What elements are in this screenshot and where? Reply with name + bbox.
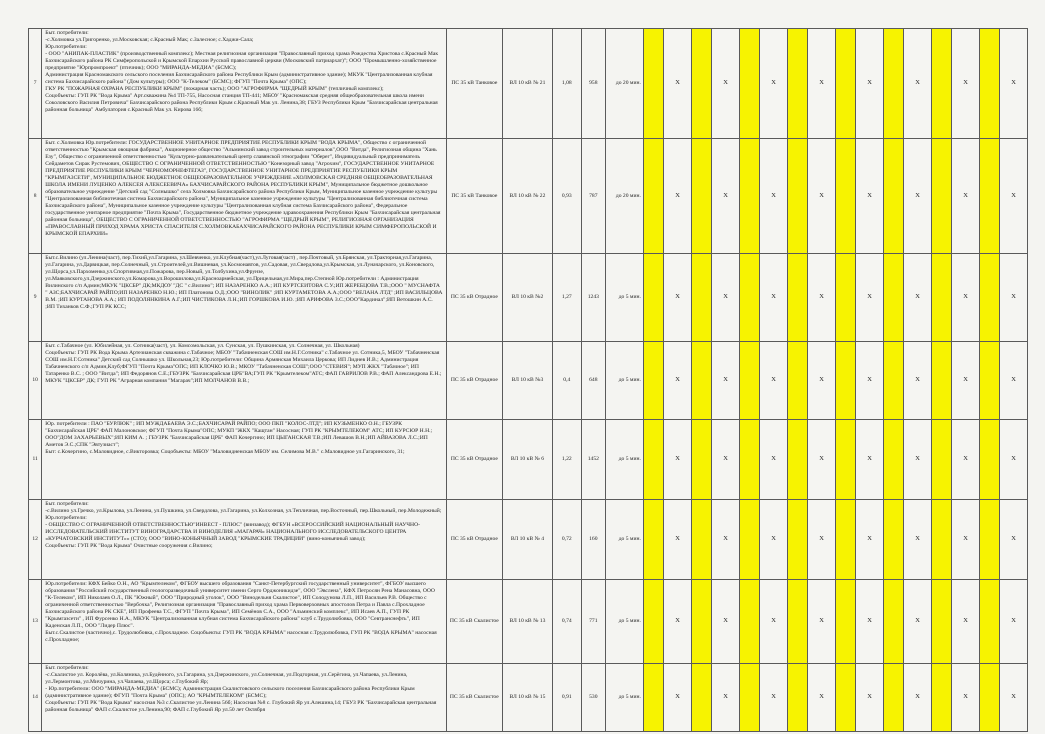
outage-schedule-table bbox=[28, 28, 1028, 732]
mark-cell: X bbox=[1000, 342, 1028, 420]
consumer-count: 648 bbox=[581, 342, 606, 420]
mark-cell: X bbox=[808, 500, 836, 580]
highlight-cell bbox=[979, 254, 999, 342]
table-row bbox=[29, 500, 1028, 580]
highlight-cell bbox=[739, 139, 759, 254]
table-row bbox=[29, 420, 1028, 500]
consumers-description bbox=[42, 254, 447, 342]
highlight-cell bbox=[979, 420, 999, 500]
highlight-cell bbox=[835, 139, 855, 254]
consumer-count: 530 bbox=[581, 664, 606, 732]
mark-cell: X bbox=[712, 420, 740, 500]
substation-name: ПС 35 кВ Танковое bbox=[446, 29, 502, 139]
highlight-cell bbox=[883, 500, 903, 580]
mark-cell: X bbox=[1000, 254, 1028, 342]
highlight-cell bbox=[739, 420, 759, 500]
restore-duration: до 20 мин. bbox=[606, 29, 644, 139]
highlight-cell bbox=[787, 139, 807, 254]
feeder-line: ВЛ 10 кВ № 4 bbox=[502, 500, 552, 580]
mark-cell: X bbox=[952, 580, 980, 664]
consumer-count: 787 bbox=[581, 139, 606, 254]
consumer-count: 958 bbox=[581, 29, 606, 139]
highlight-cell bbox=[979, 664, 999, 732]
highlight-cell bbox=[931, 254, 951, 342]
highlight-cell bbox=[739, 342, 759, 420]
highlight-cell bbox=[787, 29, 807, 139]
highlight-cell bbox=[691, 254, 711, 342]
row-number: 8 bbox=[29, 139, 42, 254]
highlight-cell bbox=[643, 254, 663, 342]
description-text: Быт. с.Табачное (ул. Юбилейная, ул. Сотника(част), ул. Комсомольская, ул. Сунская, ул. Пушкинская, ул. Солнечная, ул. Школьная) Соцобъекты: ГУП РК Вода Крыма Артезианская скважина с.Табачное; МБОУ "Табачненская СОШ им.Н.Г.Сотника" с.Табачное ул. Сотника,5, МБОУ "Табачненская СОШ им.Н.Г.Сотника" Детский сад Солнышко ул. Школьная,23; Юр.потребители: Община Армянская Михаила Церкова; ИП Лиднев И.В.; Администрация Табачненского с/п Админ,Клуб;ФГУП "Почта Крыма"ОПС; ИП КЛОЧКО Ю.В.; МКОУ "Табачненская СОШ";ООО "СТЕВИЯ"; МУП ЖКХ "Табачное"; ИП Татаренко В.С. ; ООО "Витда"; ИП Федорянов С.Е.;ГБУЗРК "Бахчисарайская ЦРБ"ВА;ГУП РК "Крымтелеком"АТС; ФАП ГАВРИЛОВ Р.В.; ФАП Александрова Е.Н.; МКУК "ЦКСБР" ДК; ГУП РК "Аграрная компания "Магарач";ИП МОЛЧАНОВ В.В.; bbox=[45, 343, 442, 384]
feeder-line: ВЛ 10 кВ № 15 bbox=[502, 664, 552, 732]
consumers-description bbox=[42, 139, 447, 254]
description-text: Быт. потребители: -с.Вилино ул.Гречко, ул.Крылова, ул.Ленина, ул.Пушкина, ул.Свердлова, ул.Гагарина, ул.Колхозная, ул.Тепличная, пер.Восточный, пер.Школьный, пер.Молодежный; Юр.потребители: - ОБЩЕСТВО С ОГРАНИЧЕННОЙ ОТВЕТСТВЕННОСТЬЮ"ИНВЕСТ - ПЛЮС" (винзавод); ФГБУН «ВСЕРОССИЙСКИЙ НАЦИОНАЛЬНЫЙ НАУЧНО-ИССЛЕДОВАТЕЛЬСКИЙ ИНСТИТУТ ВИНОГРАДАРСТВА И ВИНОДЕЛИЯ «МАГАРАЧ» НАЦИОНАЛЬНОГО ИССЛЕДОВАТЕЛЬСКОГО ЦЕНТРА «КУРЧАТОВСКИЙ ИНСТИТУТ»» (СТО); ООО "ВИНО-КОНЬЯЧНЫЙ ЗАВОД "КРЫМСКИЕ ТРАДИЦИИ" (вино-коньячный завод); Соцобъекты: ГУП РК "Вода Крыма" Очистные сооружения с.Вилино; bbox=[45, 501, 442, 549]
mark-cell: X bbox=[664, 664, 692, 732]
highlight-cell bbox=[979, 342, 999, 420]
mark-cell: X bbox=[712, 664, 740, 732]
load-value: 0,93 bbox=[552, 139, 581, 254]
description-text: Быт. с.Холмовка Юр.потребители: ГОСУДАРСТВЕННОЕ УНИТАРНОЕ ПРЕДПРИЯТИЕ РЕСПУБЛИКИ КРЫМ "ВОДА КРЫМА", Общество с ограниченной ответственностью "Крымская овощная фабрика", Акционерное общество "Альминский завод строительных материалов",ООО "Витда", Религиозная община "Хань Езу", Общество с ограниченной ответственностью "Культурно-развлекательный центр славянской этнографии "Оберег", Индивидуальный предприниматель Сейдаметов Сирак Рустемович, ОБЩЕСТВО С ОГРАНИЧЕННОЙ ОТВЕТСТВЕННОСТЬЮ "Конезорный завод "Агрохим", ГОСУДАРСТВЕННОЕ УНИТАРНОЕ ПРЕДПРИЯТИЕ РЕСПУБЛИКИ КРЫМ "ЧЕРНОМОРНЕФТЕГАЗ", ГОСУДАРСТВЕННОЕ УНИТАРНОЕ ПРЕДПРИЯТИЕ РЕСПУБЛИКИ КРЫМ "КРЫМГАЗСЕТИ", МУНИЦИПАЛЬНОЕ БЮДЖЕТНОЕ ОБЩЕОБРАЗОВАТЕЛЬНОЕ УЧРЕЖДЕНИЕ «ХОЛМОВСКАЯ СРЕДНЯЯ ОБЩЕОБРАЗОВАТЕЛЬНАЯ ШКОЛА ИМЕНИ ЛУЦЕНКО АЛЕКСЕЯ АЛЕКСЕЕВИЧА» БАХЧИСАРАЙСКОГО РАЙОНА РЕСПУБЛИКИ КРЫМ", Муниципальное бюджетное дошкольное образовательное учреждение "Детский сад "Солнышко" села Холмовка Бахчисарайского района Республики Крым, Муниципальное казенное учреждение культуры "Централизованная библиотечная система Бахчисарайского района", Муниципальное казенное учреждение культуры "Централизованная библиотечная система Бахчисарайского района", Муниципальное казенное учреждение культуры "Централизованная клубная система Бахчисарайского района", Федеральное государственное унитарное предприятие "Почта Крыма", Государственное бюджетное учреждение здравоохранения Республики Крым "Бахчисарайская центральная районная больница", ОБЩЕСТВО С ОГРАНИЧЕННОЙ ОТВЕТСТВЕННОСТЬЮ "АГРОФИРМА "ЩЕДРЫЙ КРЫМ", РЕЛИГИОЗНАЯ ОРГАНИЗАЦИЯ «ПРАВОСЛАВНЫЙ ПРИХОД ХРАМА ХРИСТА СПАСИТЕЛЯ С.ХОЛМОВКАБАХЧИСАРАЙСКОГО РАЙОНА РЕСПУБЛИКИ КРЫМ СИМФЕРОПОЛЬСКОЙ И КРЫМСКОЙ ЕПАРХИИ» bbox=[45, 140, 441, 237]
highlight-cell bbox=[691, 664, 711, 732]
mark-cell: X bbox=[856, 139, 884, 254]
mark-cell: X bbox=[808, 342, 836, 420]
mark-cell: X bbox=[952, 29, 980, 139]
mark-cell: X bbox=[664, 139, 692, 254]
highlight-cell bbox=[787, 664, 807, 732]
highlight-cell bbox=[883, 664, 903, 732]
mark-cell: X bbox=[808, 29, 836, 139]
highlight-cell bbox=[835, 664, 855, 732]
consumers-description bbox=[42, 29, 447, 139]
highlight-cell bbox=[883, 580, 903, 664]
row-number: 10 bbox=[29, 342, 42, 420]
highlight-cell bbox=[835, 29, 855, 139]
mark-cell: X bbox=[760, 580, 788, 664]
mark-cell: X bbox=[904, 420, 932, 500]
highlight-cell bbox=[739, 254, 759, 342]
description-text: Быт. потребители: -с.Холмовка ул.Григоренко, ул.Московская; с.Красный Мак; с.Залесное; с.Хаджи-Сала; Юр.потребители: - ООО "АНИПАК-ПЛАСТИК" (производственный комплекс); Местная религиозная организация "Православный приход храма Рождества Христова с.Красный Мак Бахчисарайского района РК Симферопольской и Крымской Епархии Русской православной церкви (Московский патриархат)"; ООО "Промышленно-хозяйственное предприятие "Юрпромпроект" (птичник); ООО "МИРАНДА-МЕДИА" (БСМС); Администрация Красномакского сельского поселения Бахчисарайского района Республики Крым (административное здание); МКУК "Централизованная клубная система Бахчисарайского района" (Дом культуры); ООО "К-Телеком" (БСМС); ФГУП "Почта Крыма" (ОПС); ГКУ РК "ПОЖАРНАЯ ОХРАНА РЕСПУБЛИКИ КРЫМ" (пожарная часть); ООО "АГРОФИРМА "ЩЕДРЫЙ КРЫМ" (тепличный комплекс); Соцобъекты: ГУП РК "Вода Крыма" Арт.скважина №4 ТП-755, Насосная станция ТП-441; МБОУ "Красномакская средняя общеобразовательная школа имени Соколовского Василия Петровича" Бахчисарайского района Республики Крым с.Красный Мак ул. Ленина,38; ГБУЗ Республики Крым "Бахчисарайская центральная районная больница" Амбулатория с.Красный Мак ул. Кирова 16б; bbox=[45, 30, 439, 113]
mark-cell: X bbox=[856, 342, 884, 420]
mark-cell: X bbox=[760, 139, 788, 254]
description-text: Юр. потребители : ПАО "БУРЛЮК" ; ИП МУЖДАБАЕВА Э.С.;БАХЧИСАРАЙ РАЙПО; ООО ПКП "КОЛОС-ЛТД"; ИП КУЗЬМЕНКО О.Н.; ГБУЗРК "Бахчисарайская ЦРБ" ФАП Малоновское; ФГУП "Почта Крыма"ОПС; МУКП "ЖКХ "Кащтан" Насосная; ГУП РК "КРЫМТЕЛЕКОМ" АТС; ИП КУРСЮР Н.Н.; ООО"ДОМ ЗАХАРЬЕВЫХ";ИП КИМ А. ; ГБУЗРК "Бахчисарайская ЦРБ" ФАП Кочергино; ИП ЦЫГАНСКАЯ Т.В.;ИП Левашов В.Н.;ИП АЙВАЗОВА Л.С.;ИП Аметов Э.С.;СПК "Эвтузиаст"; Быт: с.Кочергино, с.Маловидное, с.Викторовка; Соцобъекты: МБОУ "Маловидненская МБОУ им. Селимова М.В." с.Маловидное ул.Гагаринского, 31; bbox=[45, 421, 433, 455]
mark-cell: X bbox=[808, 139, 836, 254]
highlight-cell bbox=[739, 29, 759, 139]
load-value: 0,72 bbox=[552, 500, 581, 580]
description-text: Юр.потребители: КФХ Бейко О.Н., АО "Крымтелеком", ФГБОУ высшего образования "Санкт-Петербургский государственный университет", ФГБОУ высшего образования "Российский государственный геологоразведочный университет имени Серго Орджоникидзе", ООО "Эвслена", КФХ Петросян Рена Манасовна, ООО "К-Телеком", ИП Николаев О.Л., ПК "Южный", ООО "Природный уголок", ООО "Винодельня Скалистое", ИП Солодунова Л.П., ИП Васильев Р.В. Общество с ограниченной ответственностью "Вербочка", Религиозная организация "Православный приход храма Первоверховных апостолов Петра и Павла с.Прохладное Бахчисарайского района РК СКЕ", ИП Профеева Т.С., ФГУП "Почта Крыма", ИП Семёнов С.А., ООО "Альминский комплекс", ИП Исаев А.П., ГУП РК "Крымгазсети" , ИП Фурсенко Н.А., МКУК "Централизованная клубная система Бахчисарайского района" клуб с.Трудолюбовка, ООО "Севтранснефть", ИП Каденская Л.П., ООО "Лидер Плюс". Быт.с.Скалистое (частично),с. Трудолюбовка, с.Прохладное. Соцобъекты: ГУП РК "ВОДА КРЫМА" насосная с.Трудолюбовка, ГУП РК "ВОДА КРЫМА" насосная с.Прохладное; bbox=[45, 581, 437, 643]
mark-cell: X bbox=[712, 500, 740, 580]
mark-cell: X bbox=[760, 342, 788, 420]
mark-cell: X bbox=[856, 254, 884, 342]
highlight-cell bbox=[739, 580, 759, 664]
mark-cell: X bbox=[808, 664, 836, 732]
mark-cell: X bbox=[664, 420, 692, 500]
highlight-cell bbox=[739, 500, 759, 580]
mark-cell: X bbox=[1000, 139, 1028, 254]
row-number: 13 bbox=[29, 580, 42, 664]
highlight-cell bbox=[643, 664, 663, 732]
highlight-cell bbox=[931, 420, 951, 500]
mark-cell: X bbox=[856, 29, 884, 139]
table-row bbox=[29, 29, 1028, 139]
highlight-cell bbox=[931, 139, 951, 254]
row-number: 7 bbox=[29, 29, 42, 139]
mark-cell: X bbox=[760, 29, 788, 139]
table-row bbox=[29, 342, 1028, 420]
consumers-description bbox=[42, 420, 447, 500]
highlight-cell bbox=[883, 254, 903, 342]
mark-cell: X bbox=[712, 342, 740, 420]
feeder-line: ВЛ 10 кВ № 6 bbox=[502, 420, 552, 500]
consumer-count: 1452 bbox=[581, 420, 606, 500]
mark-cell: X bbox=[1000, 29, 1028, 139]
consumers-description bbox=[42, 664, 447, 732]
mark-cell: X bbox=[760, 500, 788, 580]
highlight-cell bbox=[643, 29, 663, 139]
mark-cell: X bbox=[664, 254, 692, 342]
restore-duration: до 20 мин. bbox=[606, 139, 644, 254]
description-text: Быт.с.Вилино (ул.Ленина(част), пер.Тихий,ул.Гагарина, ул.Шевченко, ул.Клубная(част),ул.Луговая(част) , пер.Почтовый, ул.Брянская, ул.Тракторная,ул.Гагарина, ул.Гагарина, ул.Дарвицкая, пер.Солнечный, ул.Строителей,ул.Вишневая, ул.Космонавтов, ул.Садовая, ул.Свердлова,ул.Крымская, ул.Луначарского, ул.Коновского, ул.Щорса,ул.Пархоменко,ул.Спортивная,ул.Пожарова, пер.Новый, ул.Толбухина,ул.Фрунзе, ул.Маяковского,ул.Дзержинского,ул.Комарова,ул.Ворошилова,ул.Красноармейская, ул.Прицельная,ул.Мира,пер.Степной Юр.потребители : Администрация Вилинского с/п Админ;МКУК "ЦКСБР" ДК;МКДОУ "ДС " с.Вилино"; ИП НАЗАРЕНКО А.А.; ИП КУРТСЕИТОВА С.У.;ИП ЖЕРЕБЦОВА Т.В.;ООО " МУСНАФТА " АЗС;БАХЧИСАРАЙ РАЙПО;ИП НАЗАРЕНКО Н.Ю.; ИП Платонова О.Д.;ООО "ВИНОЛИК" ;ИП КУРТАМЕТОВА А.А.;ООО "ВЕЛАНА ЛТД" ;ИП ВАСИЛЬЦОВА В.М. ;ИП КУРТАНОВА А.А.; ИП ПОДОЛЯНКИНА А.Г.;ИП ЧИСТИКОВА Л.Н.;ИП ГОРШКОВА И.Ю. ;ИП АРИФОВА З.С.;ООО"Кардинал";ИП Ветошкин А.С. ;ИП Тиханков С.Ф.;ГУП РК КСС; bbox=[45, 255, 443, 310]
mark-cell: X bbox=[1000, 580, 1028, 664]
restore-duration: до 5 мин. bbox=[606, 500, 644, 580]
mark-cell: X bbox=[664, 500, 692, 580]
highlight-cell bbox=[835, 254, 855, 342]
highlight-cell bbox=[979, 29, 999, 139]
restore-duration: до 5 мин. bbox=[606, 420, 644, 500]
highlight-cell bbox=[931, 664, 951, 732]
mark-cell: X bbox=[712, 139, 740, 254]
table-row bbox=[29, 139, 1028, 254]
substation-name: ПС 35 кВ Отрадное bbox=[446, 254, 502, 342]
feeder-line: ВЛ 10 кВ №3 bbox=[502, 342, 552, 420]
row-number: 11 bbox=[29, 420, 42, 500]
consumer-count: 771 bbox=[581, 580, 606, 664]
highlight-cell bbox=[643, 500, 663, 580]
mark-cell: X bbox=[856, 580, 884, 664]
mark-cell: X bbox=[904, 664, 932, 732]
mark-cell: X bbox=[760, 254, 788, 342]
mark-cell: X bbox=[712, 254, 740, 342]
highlight-cell bbox=[691, 580, 711, 664]
highlight-cell bbox=[883, 139, 903, 254]
mark-cell: X bbox=[664, 580, 692, 664]
highlight-cell bbox=[931, 29, 951, 139]
consumers-description bbox=[42, 500, 447, 580]
row-number: 12 bbox=[29, 500, 42, 580]
highlight-cell bbox=[835, 342, 855, 420]
highlight-cell bbox=[787, 342, 807, 420]
load-value: 0,4 bbox=[552, 342, 581, 420]
mark-cell: X bbox=[952, 500, 980, 580]
substation-name: ПС 35 кВ Отрадное bbox=[446, 420, 502, 500]
feeder-line: ВЛ 10 кВ № 13 bbox=[502, 580, 552, 664]
highlight-cell bbox=[931, 580, 951, 664]
row-number: 9 bbox=[29, 254, 42, 342]
mark-cell: X bbox=[904, 580, 932, 664]
highlight-cell bbox=[691, 420, 711, 500]
table-row bbox=[29, 254, 1028, 342]
highlight-cell bbox=[787, 500, 807, 580]
load-value: 1,27 bbox=[552, 254, 581, 342]
highlight-cell bbox=[691, 139, 711, 254]
highlight-cell bbox=[883, 420, 903, 500]
mark-cell: X bbox=[1000, 664, 1028, 732]
mark-cell: X bbox=[712, 29, 740, 139]
load-value: 1,22 bbox=[552, 420, 581, 500]
mark-cell: X bbox=[760, 420, 788, 500]
mark-cell: X bbox=[1000, 500, 1028, 580]
consumers-description bbox=[42, 580, 447, 664]
highlight-cell bbox=[787, 580, 807, 664]
mark-cell: X bbox=[808, 580, 836, 664]
description-text: Быт. потребители: -с.Скалистое ул. Королёва, ул.Коляника, ул.Будённого, ул.Гагарина, ул.Дзержинского, ул.Солнечная, ул.Подгорная, ул.Серёгина, ул.Чапаева, ул.Ленина, ул.Лермонтова, ул.Мичурина, ул.Чапаева, ул.Щорса; с.Глубокий Яр; - Юр.потребители: ООО "МИРАНДА-МЕДИА" (БСМС); Администрация Скалистовского сельского поселения Бахчисарайского района Республики Крым (административное здание); ФГУП "Почта Крыма" (ОПС); АО "КРЫМТЕЛЕКОМ" (БСМС); Соцобъекты: ГУП РК "Вода Крыма" насосная №3 с.Скалистое ул.Ленина 56б; Насосная №8 с. Глубокий Яр ул.Алешина,14; ГБУЗ РК "Бахчисарайская центральная районная больница" ФАП с.Скалистое ул.Ленина,90; ФАП с.Глубокий Яр ул.50 лет Октября bbox=[45, 665, 437, 713]
highlight-cell bbox=[739, 664, 759, 732]
highlight-cell bbox=[691, 500, 711, 580]
highlight-cell bbox=[787, 254, 807, 342]
consumers-description bbox=[42, 342, 447, 420]
consumer-count: 160 bbox=[581, 500, 606, 580]
mark-cell: X bbox=[952, 139, 980, 254]
mark-cell: X bbox=[904, 500, 932, 580]
table-row bbox=[29, 664, 1028, 732]
mark-cell: X bbox=[856, 500, 884, 580]
mark-cell: X bbox=[760, 664, 788, 732]
highlight-cell bbox=[883, 342, 903, 420]
mark-cell: X bbox=[952, 342, 980, 420]
restore-duration: до 5 мин. bbox=[606, 580, 644, 664]
highlight-cell bbox=[787, 420, 807, 500]
mark-cell: X bbox=[904, 254, 932, 342]
restore-duration: до 5 мин. bbox=[606, 342, 644, 420]
substation-name: ПС 35 кВ Скалистое bbox=[446, 580, 502, 664]
substation-name: ПС 35 кВ Отрадное bbox=[446, 500, 502, 580]
highlight-cell bbox=[643, 580, 663, 664]
restore-duration: до 5 мин. bbox=[606, 664, 644, 732]
mark-cell: X bbox=[1000, 420, 1028, 500]
mark-cell: X bbox=[904, 342, 932, 420]
feeder-line: ВЛ 10 кВ № 22 bbox=[502, 139, 552, 254]
mark-cell: X bbox=[856, 420, 884, 500]
consumer-count: 1243 bbox=[581, 254, 606, 342]
mark-cell: X bbox=[856, 664, 884, 732]
mark-cell: X bbox=[952, 254, 980, 342]
highlight-cell bbox=[979, 139, 999, 254]
load-value: 1,08 bbox=[552, 29, 581, 139]
highlight-cell bbox=[931, 342, 951, 420]
table-row bbox=[29, 580, 1028, 664]
highlight-cell bbox=[835, 500, 855, 580]
substation-name: ПС 35 кВ Танковое bbox=[446, 139, 502, 254]
row-number: 14 bbox=[29, 664, 42, 732]
restore-duration: до 5 мин. bbox=[606, 254, 644, 342]
table-body bbox=[29, 29, 1028, 732]
mark-cell: X bbox=[664, 29, 692, 139]
mark-cell: X bbox=[712, 580, 740, 664]
highlight-cell bbox=[643, 342, 663, 420]
mark-cell: X bbox=[664, 342, 692, 420]
highlight-cell bbox=[979, 580, 999, 664]
highlight-cell bbox=[691, 29, 711, 139]
mark-cell: X bbox=[952, 664, 980, 732]
load-value: 0,91 bbox=[552, 664, 581, 732]
highlight-cell bbox=[835, 580, 855, 664]
highlight-cell bbox=[643, 139, 663, 254]
mark-cell: X bbox=[808, 254, 836, 342]
highlight-cell bbox=[835, 420, 855, 500]
substation-name: ПС 35 кВ Скалистое bbox=[446, 664, 502, 732]
mark-cell: X bbox=[904, 139, 932, 254]
feeder-line: ВЛ 10 кВ №2 bbox=[502, 254, 552, 342]
substation-name: ПС 35 кВ Отрадное bbox=[446, 342, 502, 420]
mark-cell: X bbox=[904, 29, 932, 139]
highlight-cell bbox=[643, 420, 663, 500]
mark-cell: X bbox=[808, 420, 836, 500]
mark-cell: X bbox=[952, 420, 980, 500]
feeder-line: ВЛ 10 кВ № 21 bbox=[502, 29, 552, 139]
highlight-cell bbox=[691, 342, 711, 420]
highlight-cell bbox=[931, 500, 951, 580]
highlight-cell bbox=[979, 500, 999, 580]
highlight-cell bbox=[883, 29, 903, 139]
load-value: 0,74 bbox=[552, 580, 581, 664]
